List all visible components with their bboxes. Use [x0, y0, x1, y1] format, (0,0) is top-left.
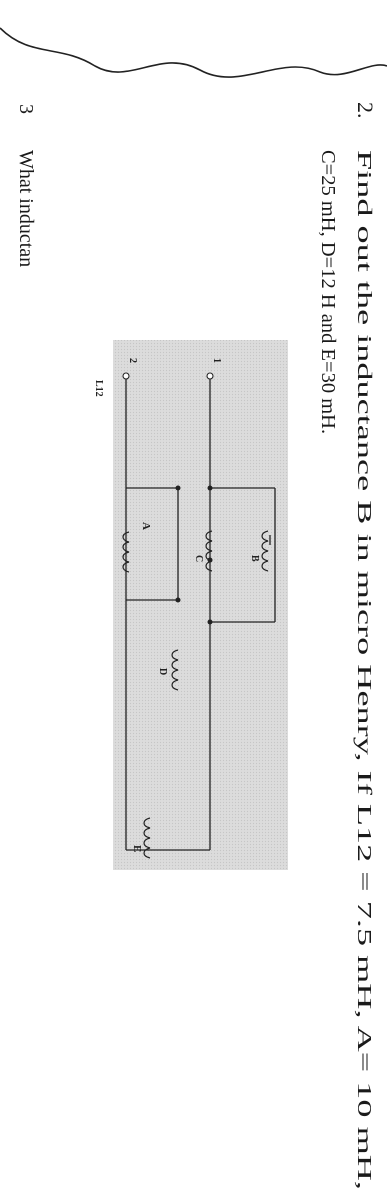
- terminal-1-label: 1: [211, 358, 222, 363]
- circuit-diagram: [93, 340, 288, 870]
- label-D: D: [157, 668, 168, 676]
- next-question-text: What inductan: [15, 150, 37, 268]
- next-question-number: 3: [15, 104, 37, 114]
- label-E: E: [131, 845, 143, 853]
- label-C: C: [193, 555, 204, 563]
- paper-torn-edge: [0, 28, 387, 77]
- circuit-panel: [113, 340, 288, 870]
- question-number: 2.: [353, 102, 378, 119]
- label-B: B: [249, 555, 260, 562]
- label-A: A: [140, 522, 152, 530]
- terminal-2-label: 2: [127, 358, 138, 363]
- question-3-partial: [15, 104, 37, 267]
- label-L12: L12: [93, 380, 104, 397]
- question-line-2: C=25 mH, D=12 H and E=30 mH.: [317, 150, 339, 435]
- question-line-1: Find out the inductance B in micro Henry, If L12 = 7.5 mH, A= 10 mH,: [353, 150, 375, 739]
- question-2: [317, 102, 378, 1190]
